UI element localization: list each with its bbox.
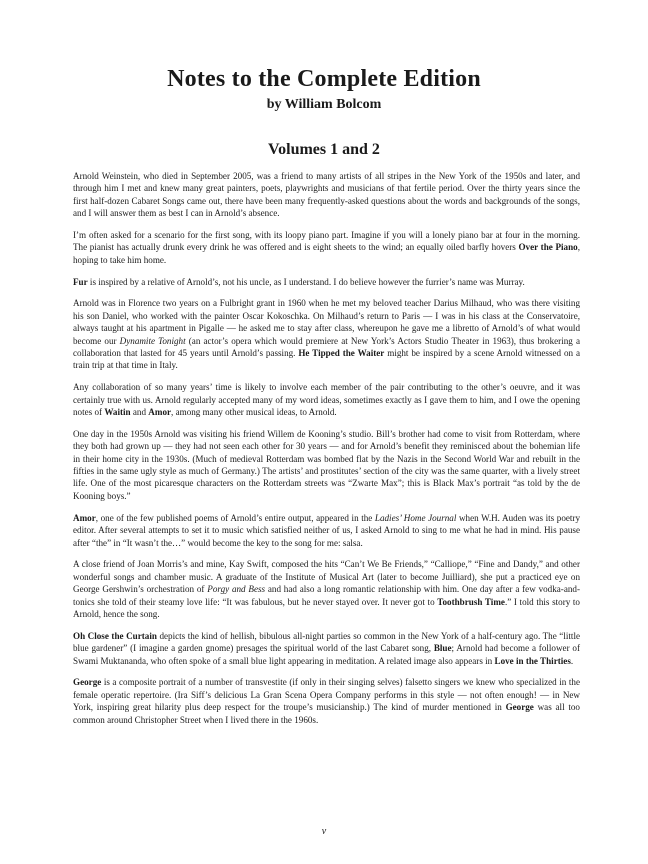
page-title: Notes to the Complete Edition — [167, 66, 481, 92]
song-title-toothbrush-time: Toothbrush Time — [437, 596, 505, 607]
song-title-george: George — [73, 677, 102, 688]
song-title-blue: Blue — [433, 643, 452, 654]
song-title-oh-close-the-curtain: Oh Close the Curtain — [73, 630, 157, 641]
song-title-waitin: Waitin — [104, 407, 131, 418]
paragraph-4: Arnold was in Florence two years on a Fulbright grant in 1960 when he met my beloved teacher Darius Milhaud, who was there visiting his son Daniel, who worked with the painter Oscar Kokoschka. On Milhaud’s return to Paris — I was in his class at the Conservatoire, always taught at his apartment in Pigalle — he asked me to stay after class, whereupon he gave me a libretto of Arnold’s of what would become our Dynamite Tonight (an actor’s opera which would premiere at New York’s Actors Studio Theater in 1963), thus brokering a collaboration that lasted for 45 years until Arnold’s passing. He Tipped the Waiter might be inspired by a scene Arnold witnessed on a train trip at that time in Italy. — [73, 298, 580, 371]
song-title-george: George — [505, 702, 534, 713]
work-title-dynamite-tonight: Dynamite Tonight — [119, 335, 186, 346]
paragraph-3: Fur is inspired by a relative of Arnold’s, not his uncle, as I understand. I do believe however the furrier’s name was Murray. — [73, 276, 525, 287]
paragraph-9: Oh Close the Curtain depicts the kind of hellish, bibulous all-night parties so common in the New York of a half-century ago. The “little blue gardener” (I imagine a garden gnome) presages the spiritual world of the last Cabaret song, Blue; Arnold had become a follower of Swami Muktananda, who often spoke of a small blue light appearing in meditation. A related image also appears in Love in the Thirties. — [73, 630, 581, 666]
song-title-fur: Fur — [73, 276, 88, 287]
paragraph-10: George is a composite portrait of a number of transvestite (if only in their singing selves) falsetto singers we knew who specialized in the female operatic repertoire. (Ira Siff’s delicious La Gran Scena Opera Company performs in this style — not often enough! — in New York, inspiring great hilarity plus deep respect for the troupe’s musicianship.) The kind of murder mentioned in George was all too common around Christopher Street when I lived there in the 1960s. — [73, 677, 580, 725]
paragraph-1: Arnold Weinstein, who died in September 2005, was a friend to many artists of all stripes in the New York of the 1950s and later, and through him I met and knew many great painters, poets, playwrights and musicians of that fertile period. Over the thirty years since the first half-dozen Cabaret Songs came out, there have been many frequently-asked questions about the words and backgrounds of the songs, and I will answer them as best I can in Arnold’s absence. — [73, 171, 580, 219]
page-number: v — [321, 826, 327, 837]
body-text — [73, 170, 580, 735]
song-title-amor: Amor — [148, 407, 172, 418]
song-title-amor: Amor — [73, 512, 96, 523]
song-title-he-tipped-the-waiter: He Tipped the Waiter — [298, 348, 385, 359]
paragraph-2: I’m often asked for a scenario for the first song, with its loopy piano part. Imagine if you will a lonely piano bar at four in the morning. The pianist has actually drunk every drink he was offered and is eight sheets to the wind; an equally oiled barfly hovers Over the Piano, hoping to take him home. — [73, 230, 580, 265]
section-heading: Volumes 1 and 2 — [268, 141, 380, 158]
paragraph-7: Amor, one of the few published poems of Arnold’s entire output, appeared in the Ladies’ Home Journal when W.H. Auden was its poetry editor. After several attempts to set it to music which satisfied neither of us, I asked Arnold to sing to me what he had in mind. His pause after “the” in “It wasn’t the…” would become the key to the song for me: salsa. — [73, 512, 581, 548]
paragraph-8: A close friend of Joan Morris’s and mine, Kay Swift, composed the hits “Can’t We Be Friends,” “Calliope,” “Fine and Dandy,” and other wonderful songs and chamber music. A graduate of the Institute of Musical Art (later to become Juilliard), she put a practiced eye on George Gershwin’s orchestration of Porgy and Bess and had also a long romantic relationship with him. One day after a few vodka-and-tonics she told of their steamy love life: “It was fabulous, but he never stayed over. It never got to Toothbrush Time.” I told this story to Arnold, hence the song. — [73, 559, 580, 619]
work-title-ladies-home-journal: Ladies’ Home Journal — [374, 512, 457, 523]
paragraph-5: Any collaboration of so many years’ time is likely to involve each member of the pair contributing to the other’s oeuvre, and it was certainly true with us. Arnold regularly accepted many of my word ideas, sometimes exactly as I gave them to him, and I owe the opening notes of Waitin and Amor, among many other musical ideas, to Arnold. — [73, 382, 580, 418]
song-title-over-the-piano: Over the Piano — [518, 242, 578, 253]
work-title-porgy-and-bess: Porgy and Bess — [207, 584, 266, 595]
paragraph-6: One day in the 1950s Arnold was visiting his friend Willem de Kooning’s studio. Bill’s brother had come to visit from Rotterdam, where they both had grown up — they had not seen each other for 30 years — and for Arnold’s benefit they reminisced about the bohemian life in their home city in the 1930s. (Much of medieval Rotterdam was bombed flat by the Nazis in the Second World War and rebuilt in the fifties in the same ugly style as much of Germany.) The artists’ and prostitutes’ section of the city was the same quarter, with a lively street life. One of the most picaresque characters on the Rotterdam streets was “Zwarte Max”; this is Black Max’s portrait “as told by the de Kooning boys.” — [73, 428, 580, 501]
author-byline: by William Bolcom — [266, 97, 382, 112]
song-title-love-in-the-thirties: Love in the Thirties — [494, 655, 571, 666]
